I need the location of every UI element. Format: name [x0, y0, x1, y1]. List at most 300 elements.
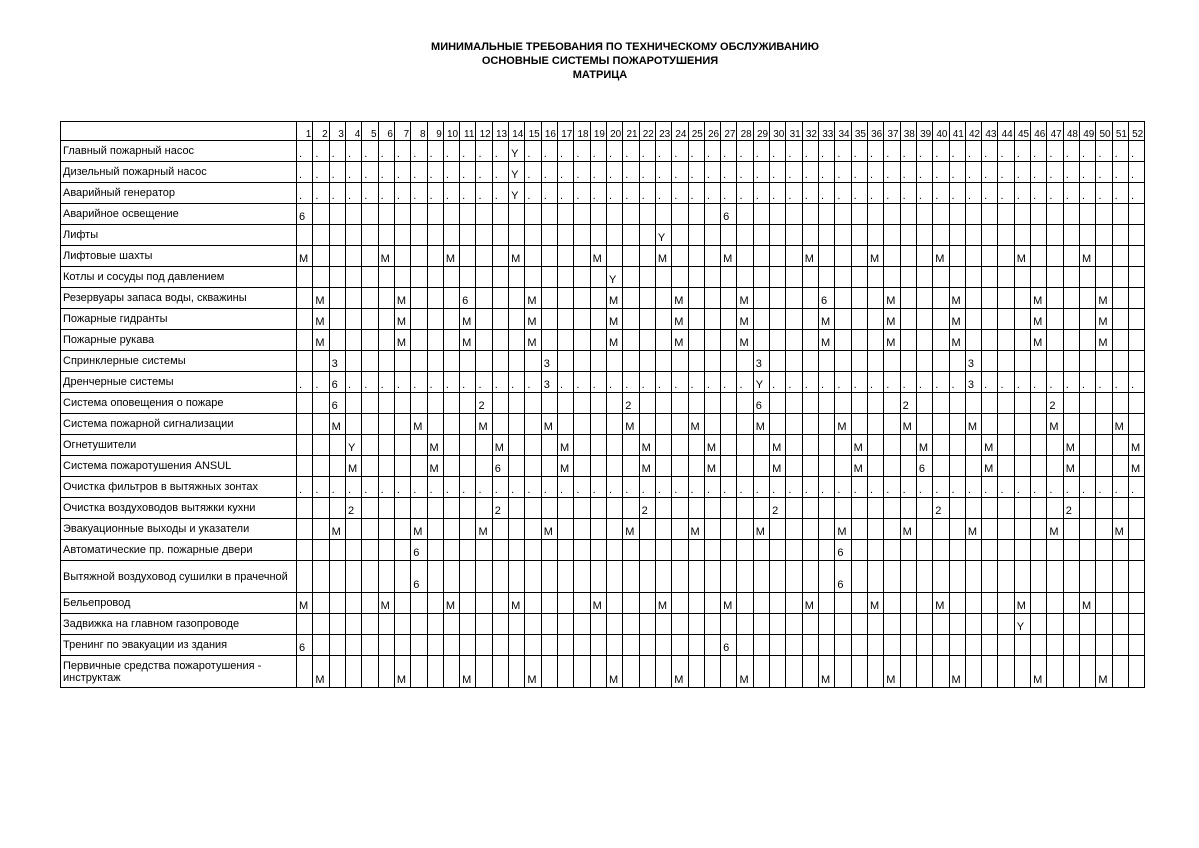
schedule-cell [313, 635, 329, 656]
schedule-cell [460, 593, 476, 614]
schedule-cell [1014, 288, 1030, 309]
schedule-cell [900, 204, 916, 225]
schedule-cell [688, 614, 704, 635]
schedule-cell [998, 593, 1014, 614]
schedule-cell [313, 225, 329, 246]
schedule-cell: . [574, 477, 590, 498]
schedule-cell [509, 435, 525, 456]
schedule-cell: . [558, 372, 574, 393]
schedule-cell: . [916, 162, 932, 183]
schedule-cell [933, 519, 949, 540]
schedule-cell [329, 288, 345, 309]
schedule-cell [802, 540, 818, 561]
schedule-cell [819, 498, 835, 519]
table-row [61, 204, 1145, 225]
schedule-cell [362, 414, 378, 435]
table-row [61, 141, 1145, 162]
schedule-cell [411, 393, 427, 414]
schedule-cell [770, 351, 786, 372]
schedule-cell: . [313, 477, 329, 498]
schedule-cell [786, 204, 802, 225]
schedule-cell [835, 393, 851, 414]
schedule-cell: 6 [835, 540, 851, 561]
schedule-cell [704, 204, 720, 225]
schedule-cell [1112, 635, 1128, 656]
schedule-cell [1096, 225, 1112, 246]
schedule-cell [394, 519, 410, 540]
schedule-cell: M [835, 414, 851, 435]
schedule-cell: M [949, 656, 965, 688]
schedule-cell [574, 225, 590, 246]
schedule-cell [558, 330, 574, 351]
header-label-cell [61, 122, 297, 141]
week-number: 13 [492, 122, 508, 141]
schedule-cell: . [721, 477, 737, 498]
schedule-cell: . [753, 183, 769, 204]
schedule-cell [492, 519, 508, 540]
schedule-cell: . [688, 162, 704, 183]
schedule-cell [1112, 435, 1128, 456]
schedule-cell [345, 614, 361, 635]
schedule-cell [900, 593, 916, 614]
schedule-cell: 6 [916, 456, 932, 477]
schedule-cell [443, 267, 459, 288]
schedule-cell: . [737, 162, 753, 183]
schedule-cell [541, 225, 557, 246]
schedule-cell [476, 288, 492, 309]
schedule-cell [672, 593, 688, 614]
schedule-cell [1112, 456, 1128, 477]
schedule-cell: M [916, 435, 932, 456]
schedule-cell [851, 656, 867, 688]
schedule-cell [606, 593, 622, 614]
schedule-cell [965, 225, 981, 246]
schedule-cell: M [590, 593, 606, 614]
schedule-cell [509, 288, 525, 309]
schedule-cell [982, 309, 998, 330]
schedule-cell: M [639, 456, 655, 477]
schedule-cell [688, 246, 704, 267]
schedule-cell: M [1031, 330, 1047, 351]
schedule-cell: . [541, 141, 557, 162]
schedule-cell: . [786, 141, 802, 162]
schedule-cell [394, 393, 410, 414]
schedule-cell [672, 540, 688, 561]
schedule-cell: . [362, 477, 378, 498]
schedule-cell [802, 414, 818, 435]
schedule-cell [378, 540, 394, 561]
schedule-cell: M [819, 309, 835, 330]
table-row [61, 183, 1145, 204]
schedule-cell [443, 225, 459, 246]
schedule-cell [1096, 614, 1112, 635]
schedule-cell [704, 614, 720, 635]
schedule-cell [394, 414, 410, 435]
schedule-cell [933, 614, 949, 635]
schedule-cell [476, 635, 492, 656]
schedule-cell [1047, 267, 1063, 288]
schedule-cell: . [933, 162, 949, 183]
schedule-cell [509, 635, 525, 656]
schedule-cell [1112, 246, 1128, 267]
schedule-cell: . [329, 162, 345, 183]
schedule-cell: . [1080, 141, 1096, 162]
schedule-cell [492, 267, 508, 288]
schedule-cell [558, 414, 574, 435]
schedule-cell [492, 351, 508, 372]
schedule-cell: . [900, 477, 916, 498]
schedule-cell [900, 498, 916, 519]
schedule-cell [606, 614, 622, 635]
schedule-cell: M [819, 330, 835, 351]
schedule-cell [345, 393, 361, 414]
row-label: Система пожарной сигнализации [61, 414, 297, 435]
schedule-cell: . [982, 183, 998, 204]
schedule-cell [916, 246, 932, 267]
schedule-cell [329, 456, 345, 477]
schedule-cell [753, 656, 769, 688]
schedule-cell [770, 656, 786, 688]
schedule-cell [1031, 246, 1047, 267]
schedule-cell [704, 519, 720, 540]
schedule-cell [1080, 309, 1096, 330]
schedule-cell [509, 330, 525, 351]
schedule-cell: . [427, 477, 443, 498]
schedule-cell [590, 351, 606, 372]
schedule-cell [606, 540, 622, 561]
schedule-cell [916, 309, 932, 330]
schedule-cell [655, 267, 671, 288]
schedule-cell: 3 [965, 351, 981, 372]
schedule-cell [509, 267, 525, 288]
schedule-cell [819, 414, 835, 435]
schedule-cell [982, 414, 998, 435]
schedule-cell [427, 519, 443, 540]
schedule-cell [1047, 540, 1063, 561]
schedule-cell: . [590, 162, 606, 183]
schedule-cell [655, 351, 671, 372]
schedule-cell [590, 288, 606, 309]
schedule-cell [476, 330, 492, 351]
schedule-cell [574, 351, 590, 372]
schedule-cell [345, 519, 361, 540]
schedule-cell [297, 519, 313, 540]
schedule-cell [753, 267, 769, 288]
schedule-cell [476, 498, 492, 519]
schedule-cell [900, 540, 916, 561]
schedule-cell: M [900, 414, 916, 435]
schedule-cell: M [1031, 309, 1047, 330]
schedule-cell [394, 593, 410, 614]
schedule-cell [639, 561, 655, 593]
schedule-cell: M [313, 330, 329, 351]
schedule-cell [867, 393, 883, 414]
schedule-cell [655, 330, 671, 351]
schedule-cell [688, 225, 704, 246]
schedule-cell [998, 498, 1014, 519]
schedule-cell [1063, 519, 1079, 540]
schedule-cell: M [737, 656, 753, 688]
schedule-cell [1047, 593, 1063, 614]
schedule-cell: M [525, 656, 541, 688]
schedule-cell [802, 309, 818, 330]
schedule-cell [949, 614, 965, 635]
schedule-cell [606, 519, 622, 540]
schedule-cell [1096, 351, 1112, 372]
week-number: 35 [851, 122, 867, 141]
schedule-cell: . [1080, 477, 1096, 498]
schedule-cell [297, 267, 313, 288]
schedule-cell: . [297, 183, 313, 204]
schedule-cell [998, 267, 1014, 288]
schedule-cell: . [1096, 183, 1112, 204]
schedule-cell [933, 540, 949, 561]
schedule-cell: . [721, 141, 737, 162]
schedule-cell [867, 204, 883, 225]
schedule-cell [443, 614, 459, 635]
schedule-cell [1063, 540, 1079, 561]
schedule-cell: M [721, 246, 737, 267]
schedule-cell [900, 435, 916, 456]
schedule-cell [802, 561, 818, 593]
schedule-cell: . [574, 162, 590, 183]
schedule-cell [411, 246, 427, 267]
schedule-cell: M [851, 435, 867, 456]
schedule-cell [525, 267, 541, 288]
schedule-cell [606, 635, 622, 656]
schedule-cell: . [623, 372, 639, 393]
schedule-cell [949, 267, 965, 288]
schedule-cell: . [1014, 477, 1030, 498]
schedule-cell [362, 225, 378, 246]
schedule-cell [982, 393, 998, 414]
schedule-cell [541, 498, 557, 519]
schedule-cell [476, 540, 492, 561]
schedule-cell: . [916, 372, 932, 393]
schedule-cell: M [1096, 656, 1112, 688]
schedule-cell [1128, 351, 1144, 372]
schedule-cell: . [394, 162, 410, 183]
schedule-cell [900, 330, 916, 351]
schedule-cell [525, 498, 541, 519]
schedule-cell [737, 393, 753, 414]
schedule-cell [819, 435, 835, 456]
schedule-cell [541, 435, 557, 456]
schedule-cell [721, 614, 737, 635]
week-number: 51 [1112, 122, 1128, 141]
schedule-cell [998, 330, 1014, 351]
week-number: 38 [900, 122, 916, 141]
schedule-cell [427, 498, 443, 519]
row-label: Дренчерные системы [61, 372, 297, 393]
schedule-cell [1112, 393, 1128, 414]
row-label: Тренинг по эвакуации из здания [61, 635, 297, 656]
schedule-cell: . [362, 162, 378, 183]
schedule-cell [786, 561, 802, 593]
schedule-cell: . [476, 141, 492, 162]
schedule-cell: M [509, 246, 525, 267]
schedule-cell: . [329, 183, 345, 204]
schedule-cell: M [541, 414, 557, 435]
schedule-cell: 3 [965, 372, 981, 393]
schedule-cell [590, 414, 606, 435]
schedule-cell [704, 561, 720, 593]
schedule-cell [982, 519, 998, 540]
schedule-cell [1080, 561, 1096, 593]
schedule-cell: . [460, 141, 476, 162]
schedule-cell [1031, 498, 1047, 519]
schedule-cell [982, 267, 998, 288]
schedule-cell [541, 540, 557, 561]
schedule-cell: . [851, 162, 867, 183]
schedule-cell [802, 635, 818, 656]
schedule-cell [753, 225, 769, 246]
schedule-cell: . [786, 477, 802, 498]
schedule-cell: . [525, 141, 541, 162]
schedule-cell [590, 456, 606, 477]
schedule-cell [623, 456, 639, 477]
schedule-cell [394, 614, 410, 635]
schedule-cell [460, 456, 476, 477]
schedule-cell [1014, 561, 1030, 593]
schedule-cell [965, 498, 981, 519]
schedule-cell: M [900, 519, 916, 540]
schedule-cell: . [949, 141, 965, 162]
schedule-cell: M [1096, 309, 1112, 330]
schedule-cell: . [770, 162, 786, 183]
schedule-cell [819, 456, 835, 477]
schedule-cell: M [1096, 330, 1112, 351]
schedule-cell [867, 225, 883, 246]
schedule-cell [851, 246, 867, 267]
schedule-cell [867, 656, 883, 688]
schedule-cell: . [655, 183, 671, 204]
schedule-cell [639, 393, 655, 414]
schedule-cell [639, 635, 655, 656]
schedule-cell [1128, 414, 1144, 435]
schedule-cell [639, 225, 655, 246]
schedule-cell [476, 456, 492, 477]
schedule-cell [427, 204, 443, 225]
schedule-cell [655, 540, 671, 561]
schedule-cell [411, 635, 427, 656]
schedule-cell: . [590, 372, 606, 393]
schedule-cell [476, 267, 492, 288]
schedule-cell: . [443, 183, 459, 204]
schedule-cell [851, 330, 867, 351]
schedule-cell [900, 309, 916, 330]
schedule-cell: . [590, 141, 606, 162]
schedule-cell: . [998, 477, 1014, 498]
schedule-cell [558, 656, 574, 688]
schedule-cell [770, 540, 786, 561]
schedule-cell: . [802, 183, 818, 204]
schedule-cell: 2 [770, 498, 786, 519]
schedule-cell [639, 614, 655, 635]
schedule-cell [965, 435, 981, 456]
schedule-cell [949, 593, 965, 614]
row-label: Огнетушители [61, 435, 297, 456]
schedule-cell [443, 561, 459, 593]
schedule-cell [476, 561, 492, 593]
schedule-cell [345, 593, 361, 614]
schedule-cell [1096, 561, 1112, 593]
schedule-cell [737, 635, 753, 656]
schedule-cell [933, 635, 949, 656]
schedule-cell [378, 656, 394, 688]
schedule-cell [933, 225, 949, 246]
schedule-cell [737, 498, 753, 519]
schedule-cell [378, 614, 394, 635]
schedule-cell: . [427, 183, 443, 204]
schedule-cell: . [867, 372, 883, 393]
schedule-cell [411, 204, 427, 225]
schedule-cell: M [1063, 456, 1079, 477]
row-label: Эвакуационные выходы и указатели [61, 519, 297, 540]
schedule-cell: . [802, 477, 818, 498]
schedule-cell [867, 414, 883, 435]
schedule-cell [835, 498, 851, 519]
schedule-cell [786, 519, 802, 540]
schedule-cell [867, 614, 883, 635]
schedule-cell [329, 656, 345, 688]
schedule-cell [590, 225, 606, 246]
schedule-cell: M [590, 246, 606, 267]
schedule-cell [558, 561, 574, 593]
schedule-cell: . [770, 477, 786, 498]
schedule-cell [1031, 635, 1047, 656]
schedule-cell [1128, 656, 1144, 688]
table-row [61, 330, 1145, 351]
schedule-cell [819, 351, 835, 372]
schedule-cell: . [623, 477, 639, 498]
schedule-cell: . [443, 141, 459, 162]
schedule-cell: M [492, 435, 508, 456]
schedule-cell [313, 435, 329, 456]
schedule-cell [672, 351, 688, 372]
schedule-cell [1080, 288, 1096, 309]
schedule-cell [623, 267, 639, 288]
table-row [61, 414, 1145, 435]
schedule-cell [753, 204, 769, 225]
schedule-cell [443, 635, 459, 656]
schedule-cell: M [297, 246, 313, 267]
schedule-cell [427, 561, 443, 593]
schedule-cell [704, 267, 720, 288]
schedule-cell [378, 456, 394, 477]
schedule-cell [1063, 593, 1079, 614]
schedule-cell [606, 351, 622, 372]
schedule-cell: . [1014, 183, 1030, 204]
schedule-cell: . [460, 372, 476, 393]
schedule-cell: M [525, 309, 541, 330]
schedule-cell: M [329, 519, 345, 540]
schedule-cell: . [1128, 183, 1144, 204]
schedule-cell [916, 561, 932, 593]
schedule-cell: M [460, 656, 476, 688]
schedule-cell [851, 351, 867, 372]
schedule-cell [476, 614, 492, 635]
schedule-cell [867, 351, 883, 372]
schedule-cell: . [313, 141, 329, 162]
schedule-cell [590, 204, 606, 225]
week-number: 15 [525, 122, 541, 141]
schedule-cell [492, 309, 508, 330]
schedule-cell [786, 593, 802, 614]
schedule-cell [786, 246, 802, 267]
schedule-cell [541, 593, 557, 614]
schedule-cell [639, 309, 655, 330]
